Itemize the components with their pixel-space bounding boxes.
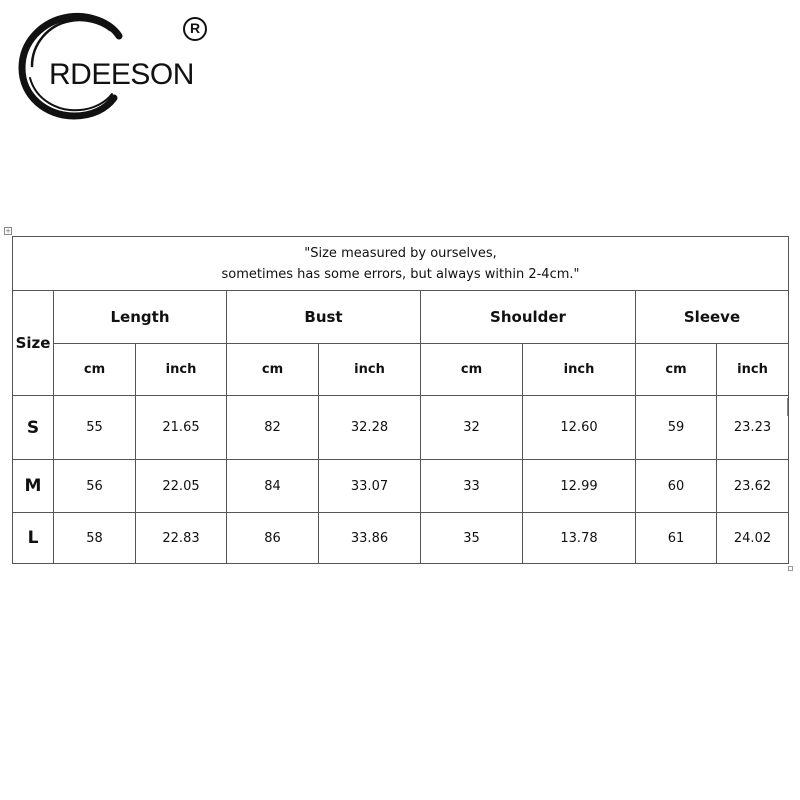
table-cell: 33.86 bbox=[319, 513, 421, 564]
table-cell: 22.83 bbox=[136, 513, 227, 564]
shoulder-header: Shoulder bbox=[421, 291, 636, 344]
table-cell: 84 bbox=[227, 460, 319, 513]
table-cell: 55 bbox=[54, 396, 136, 460]
unit-header: cm bbox=[227, 344, 319, 396]
table-cell: 86 bbox=[227, 513, 319, 564]
table-resize-handle[interactable] bbox=[788, 566, 793, 571]
size-label: S bbox=[13, 396, 54, 460]
table-cell: 23.62 bbox=[717, 460, 789, 513]
table-cell: 32 bbox=[421, 396, 523, 460]
bust-header: Bust bbox=[227, 291, 421, 344]
table-cell: 33 bbox=[421, 460, 523, 513]
table-cell: 61 bbox=[636, 513, 717, 564]
table-cell: 33.07 bbox=[319, 460, 421, 513]
unit-header: inch bbox=[136, 344, 227, 396]
table-row bbox=[13, 460, 789, 513]
table-cell: 12.60 bbox=[523, 396, 636, 460]
unit-header: inch bbox=[717, 344, 789, 396]
unit-header: cm bbox=[54, 344, 136, 396]
table-cell: 12.99 bbox=[523, 460, 636, 513]
brand-name: RDEESON bbox=[49, 58, 194, 91]
text-cursor bbox=[787, 398, 788, 416]
note-row bbox=[13, 237, 789, 291]
unit-header: cm bbox=[421, 344, 523, 396]
size-chart-table bbox=[12, 236, 789, 564]
table-cell: 59 bbox=[636, 396, 717, 460]
size-column-header: Size bbox=[13, 291, 54, 396]
table-cell: 82 bbox=[227, 396, 319, 460]
size-label: L bbox=[13, 513, 54, 564]
table-row bbox=[13, 513, 789, 564]
unit-header: cm bbox=[636, 344, 717, 396]
table-row bbox=[13, 396, 789, 460]
table-cell: 23.23 bbox=[717, 396, 789, 460]
unit-header: inch bbox=[523, 344, 636, 396]
table-cell: 32.28 bbox=[319, 396, 421, 460]
sleeve-header: Sleeve bbox=[636, 291, 789, 344]
measurement-note bbox=[13, 237, 789, 291]
brand-logo bbox=[14, 8, 214, 123]
table-cell: 56 bbox=[54, 460, 136, 513]
size-label: M bbox=[13, 460, 54, 513]
table-move-handle-icon[interactable]: + bbox=[5, 227, 11, 235]
table-cell: 22.05 bbox=[136, 460, 227, 513]
table-cell: 21.65 bbox=[136, 396, 227, 460]
length-header: Length bbox=[54, 291, 227, 344]
note-line: "Size measured by ourselves, bbox=[304, 245, 497, 261]
table-cell: 60 bbox=[636, 460, 717, 513]
table-cell: 13.78 bbox=[523, 513, 636, 564]
unit-header: inch bbox=[319, 344, 421, 396]
unit-row bbox=[13, 344, 789, 396]
table-cell: 35 bbox=[421, 513, 523, 564]
table-cell: 58 bbox=[54, 513, 136, 564]
registered-trademark-icon: R bbox=[183, 17, 207, 41]
table-cell: 24.02 bbox=[717, 513, 789, 564]
note-line: sometimes has some errors, but always within 2-4cm." bbox=[221, 266, 580, 282]
header-group-row bbox=[13, 291, 789, 344]
